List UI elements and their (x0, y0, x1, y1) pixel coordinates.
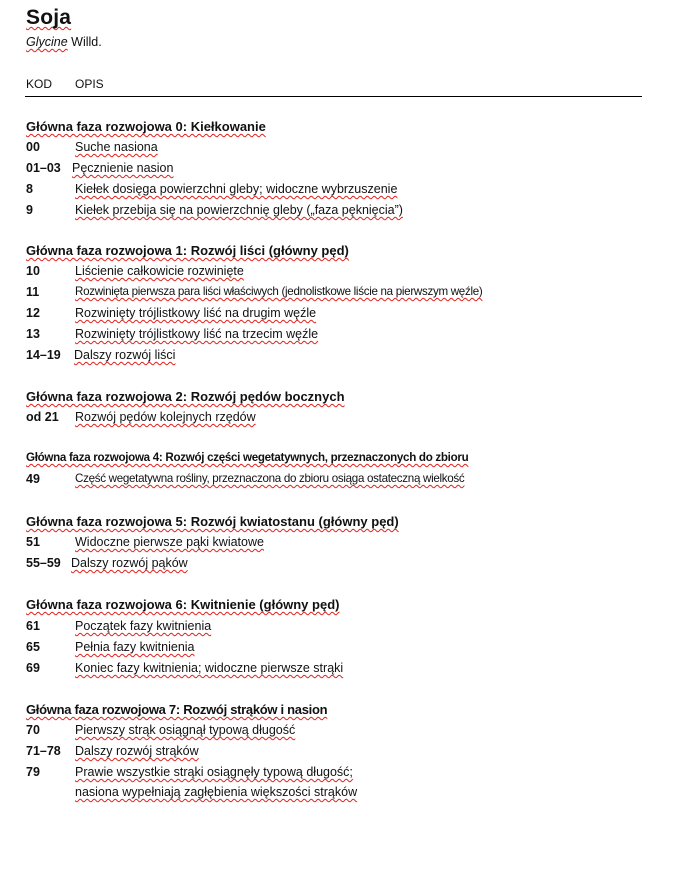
phase-heading-1: Główna faza rozwojowa 1: Rozwój liści (główny pęd) (26, 243, 349, 258)
column-header-code: KOD (26, 77, 53, 91)
phase-heading-7: Główna faza rozwojowa 7: Rozwój strąków i nasion (26, 702, 328, 717)
row-code: 00 (26, 140, 40, 154)
phase-heading-4: Główna faza rozwojowa 4: Rozwój części wegetatywnych, przeznaczonych do zbioru (26, 451, 469, 464)
row-description: Liścienie całkowicie rozwinięte (75, 264, 244, 278)
row-description: Dalszy rozwój liści (74, 348, 176, 362)
row-description: Pęcznienie nasion (72, 161, 174, 175)
row-description: Rozwój pędów kolejnych rzędów (75, 410, 256, 424)
row-description: nasiona wypełniają zagłębienia większości strąków (75, 785, 358, 799)
row-code: 10 (26, 264, 40, 278)
row-code: 61 (26, 619, 40, 633)
row-code: 79 (26, 765, 40, 779)
latin-name: Glycine (26, 35, 68, 49)
row-description: Początek fazy kwitnienia (75, 619, 212, 633)
row-code: 01–03 (26, 161, 61, 175)
row-description: Suche nasiona (75, 140, 158, 154)
header-divider (25, 96, 642, 97)
row-description: Dalszy rozwój strąków (75, 744, 199, 758)
row-description: Pełnia fazy kwitnienia (75, 640, 195, 654)
row-code: 70 (26, 723, 40, 737)
author-name: Willd. (67, 35, 102, 49)
phase-heading-2: Główna faza rozwojowa 2: Rozwój pędów bocznych (26, 389, 345, 404)
phase-heading-5: Główna faza rozwojowa 5: Rozwój kwiatostanu (główny pęd) (26, 514, 399, 529)
row-description: Prawie wszystkie strąki osiągnęły typową długość; (75, 765, 353, 779)
row-description: Rozwinięty trójlistkowy liść na trzecim węźle (75, 327, 319, 341)
row-description: Rozwinięty trójlistkowy liść na drugim węźle (75, 306, 317, 320)
row-code: 11 (26, 285, 40, 299)
row-description: Część wegetatywna rośliny, przeznaczona do zbioru osiąga ostateczną wielkość (75, 472, 465, 485)
row-description: Widoczne pierwsze pąki kwiatowe (75, 535, 264, 549)
row-description: Rozwinięta pierwsza para liści właściwych (jednolistkowe liście na pierwszym węźle) (75, 285, 483, 298)
row-code: 51 (26, 535, 40, 549)
row-description: Kiełek dosięga powierzchni gleby; widoczne wybrzuszenie (75, 182, 398, 196)
row-code: 14–19 (26, 348, 61, 362)
row-code: od 21 (26, 410, 59, 424)
row-code: 71–78 (26, 744, 61, 758)
page-subtitle (26, 35, 102, 49)
phase-heading-6: Główna faza rozwojowa 6: Kwitnienie (główny pęd) (26, 597, 340, 612)
page-title: Soja (26, 6, 72, 29)
column-header-description: OPIS (75, 77, 104, 91)
phase-heading-0: Główna faza rozwojowa 0: Kiełkowanie (26, 119, 266, 134)
row-code: 8 (26, 182, 33, 196)
row-description: Dalszy rozwój pąków (71, 556, 188, 570)
row-description: Kiełek przebija się na powierzchnię gleby („faza pęknięcia”) (75, 203, 403, 217)
row-code: 12 (26, 306, 40, 320)
row-code: 9 (26, 203, 33, 217)
row-code: 69 (26, 661, 40, 675)
row-code: 13 (26, 327, 40, 341)
row-description: Koniec fazy kwitnienia; widoczne pierwsze strąki (75, 661, 344, 675)
row-code: 65 (26, 640, 40, 654)
row-description: Pierwszy strąk osiągnął typową długość (75, 723, 296, 737)
row-code: 55–59 (26, 556, 61, 570)
row-code: 49 (26, 472, 40, 486)
